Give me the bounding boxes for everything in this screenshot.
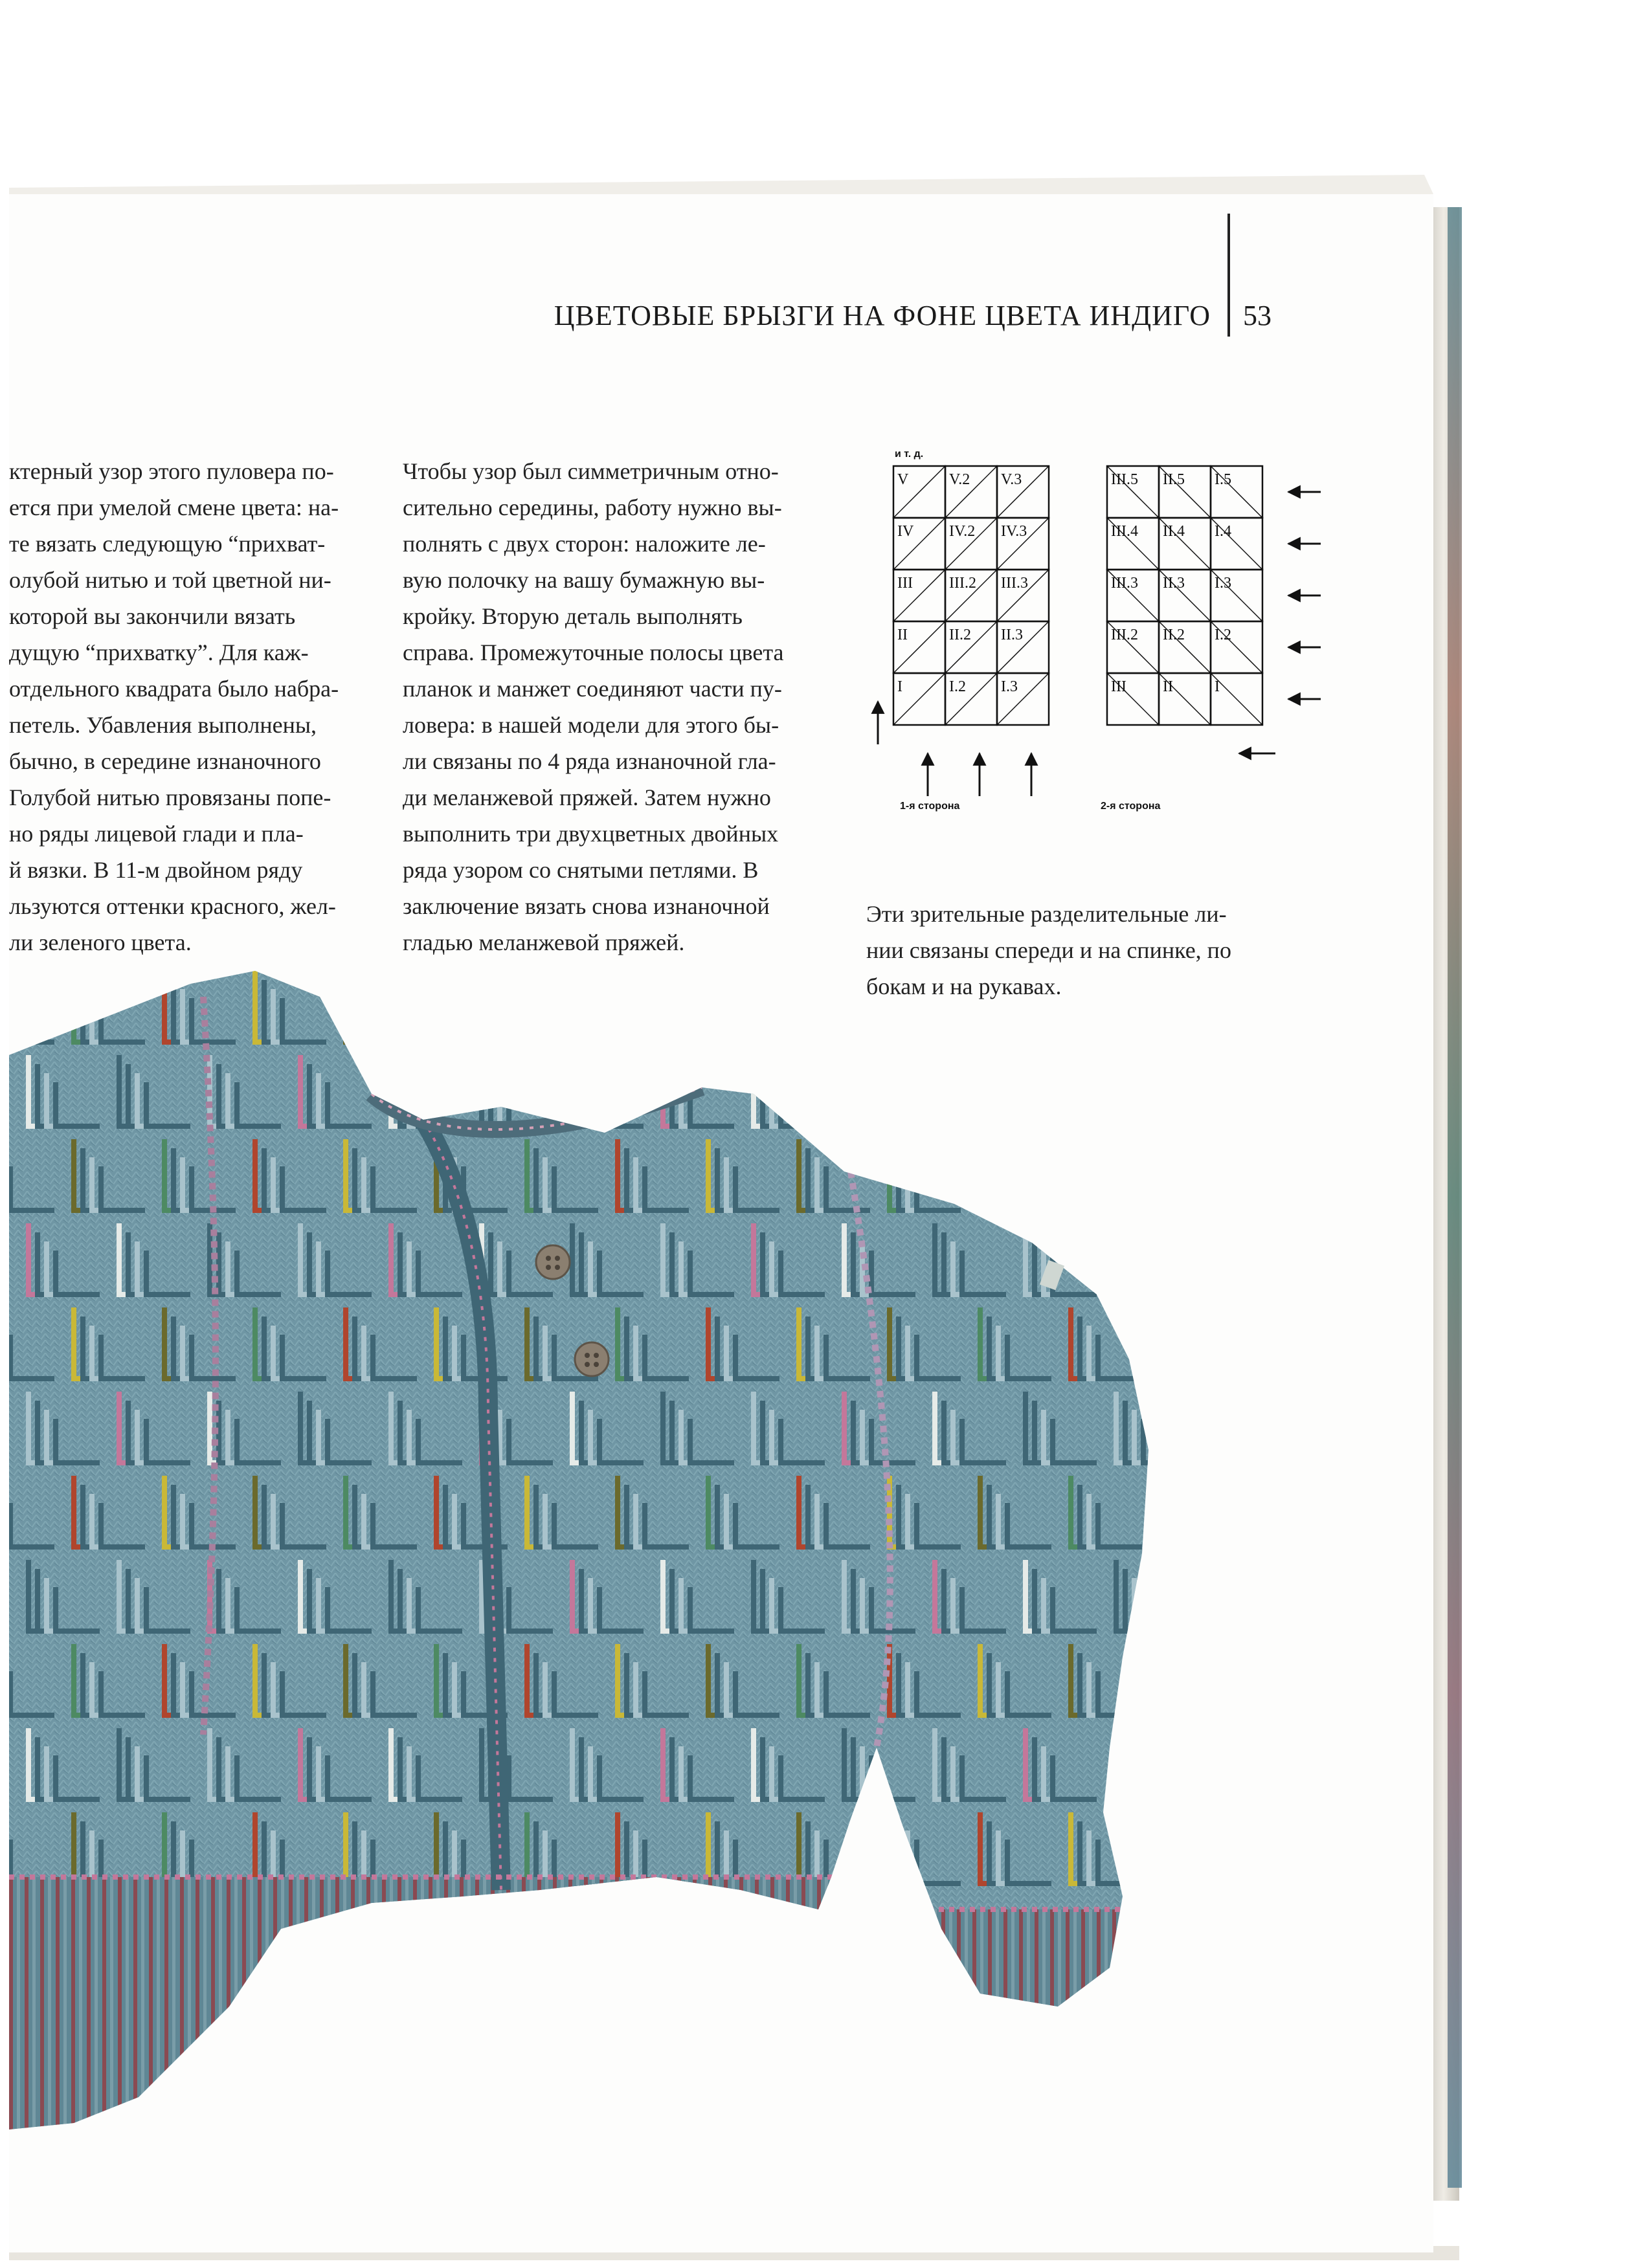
sweater-photo xyxy=(9,958,1278,2246)
knit-motif xyxy=(935,1055,1006,1126)
text-line: льзуются оттенки красного, жел- xyxy=(9,893,336,919)
knit-motif xyxy=(1116,1055,1187,1126)
schema-cell xyxy=(893,621,945,673)
schema-cell xyxy=(893,570,945,621)
knit-motif xyxy=(1207,1728,1278,1799)
schema-cell xyxy=(1107,621,1159,673)
schema-cell xyxy=(945,518,997,570)
schema-cell xyxy=(997,570,1049,621)
schema-cell xyxy=(1211,621,1262,673)
schema-cell xyxy=(1211,570,1262,621)
schema-cell-label: I.2 xyxy=(1215,627,1231,643)
button xyxy=(536,1245,570,1279)
knit-motif xyxy=(618,971,689,1042)
knit-motif xyxy=(1161,1307,1233,1379)
schema-cell xyxy=(1159,466,1211,518)
schema-cell-label: IV.3 xyxy=(1001,523,1027,540)
book-cover-edge xyxy=(1448,207,1462,2188)
schema-cell xyxy=(1159,570,1211,621)
button xyxy=(575,1342,609,1376)
schema-cell xyxy=(1107,518,1159,570)
text-line: вую полочку на вашу бумажную вы- xyxy=(403,567,765,593)
schema-cell xyxy=(1211,466,1262,518)
text-line: бычно, в середине изнаночного xyxy=(9,748,321,774)
text-line: ди меланжевой пряжей. Затем нужно xyxy=(403,784,771,810)
caption-line: нии связаны спереди и на спинке, по xyxy=(866,937,1231,963)
schema-cell xyxy=(1107,570,1159,621)
knit-motif xyxy=(890,971,961,1042)
text-line: ли связаны по 4 ряда изнаночной гла- xyxy=(403,748,776,774)
text-line: Чтобы узор был симметричным отно- xyxy=(403,458,779,484)
header-rule xyxy=(1227,214,1230,337)
text-column-middle xyxy=(403,453,817,961)
text-line: Голубой нитью провязаны попе- xyxy=(9,784,331,810)
schema-cell-label: III.3 xyxy=(1001,575,1028,592)
text-line: ктерный узор этого пуловера по- xyxy=(9,458,334,484)
knit-motif xyxy=(572,1055,644,1126)
knit-motif xyxy=(346,971,417,1042)
schema-cell xyxy=(1107,673,1159,725)
knit-motif xyxy=(1161,1812,1233,1884)
text-line: олубой нитью и той цветной ни- xyxy=(9,567,331,593)
text-line: планок и манжет соединяют части пу- xyxy=(403,676,782,702)
schema-cell xyxy=(1107,466,1159,518)
knit-motif xyxy=(436,971,508,1042)
text-line: ловера: в нашей модели для этого бы- xyxy=(403,712,779,738)
chapter-title: ЦВЕТОВЫЕ БРЫЗГИ НА ФОНЕ ЦВЕТА ИНДИГО xyxy=(554,300,1211,331)
knit-motif xyxy=(1161,1644,1233,1715)
knit-motif xyxy=(1025,1055,1097,1126)
schema-cell xyxy=(1159,518,1211,570)
schema-cell xyxy=(1211,518,1262,570)
knit-motif xyxy=(1161,1139,1233,1210)
schema-cell-label: I xyxy=(1215,678,1220,695)
schema-cell xyxy=(1159,621,1211,673)
schema-cell-label: I.5 xyxy=(1215,471,1231,488)
schema-cell xyxy=(997,466,1049,518)
schema-cell-label: II.2 xyxy=(1163,627,1185,643)
knit-motif xyxy=(799,971,870,1042)
knit-motif xyxy=(980,1139,1051,1210)
schema-cell xyxy=(893,673,945,725)
schema-cell xyxy=(893,466,945,518)
caption-line: бокам и на рукавах. xyxy=(866,973,1062,999)
knit-motif xyxy=(1207,1223,1278,1295)
schema-cell xyxy=(945,466,997,518)
schema-cell xyxy=(893,518,945,570)
text-line: выполнить три двухцветных двойных xyxy=(403,821,779,847)
schema-cell-label: I.4 xyxy=(1215,523,1231,540)
page-number: 53 xyxy=(1243,300,1272,331)
knit-motif xyxy=(527,971,598,1042)
schema-cell-label: V.2 xyxy=(949,471,970,488)
schema-cell-label: IV xyxy=(897,523,914,540)
knit-motif xyxy=(1071,971,1142,1042)
text-line: которой вы закончили вязать xyxy=(9,603,296,629)
knit-motif xyxy=(844,1055,915,1126)
schema-label-side-1: 1-я сторона xyxy=(900,801,960,812)
knit-motif xyxy=(1161,1476,1233,1547)
text-line: дущую “прихватку”. Для каж- xyxy=(9,639,309,665)
schema-cell-label: III.4 xyxy=(1111,523,1138,540)
text-line: заключение вязать снова изнаночной xyxy=(403,893,770,919)
schema-grid-side-1 xyxy=(893,466,1049,725)
knit-motif xyxy=(1161,971,1233,1042)
knit-motif xyxy=(754,1055,825,1126)
schema-cell-label: I.3 xyxy=(1001,678,1018,695)
schema-cell-label: III xyxy=(1111,678,1126,695)
schema-label-side-2: 2-я сторона xyxy=(1101,801,1161,812)
schema-grid-side-2 xyxy=(1107,466,1262,725)
knit-motif xyxy=(1071,1139,1142,1210)
schema-cell-label: II xyxy=(897,627,908,643)
text-line: отдельного квадрата было набра- xyxy=(9,676,339,702)
schema-cell xyxy=(945,673,997,725)
diagram-top-note: и т. д. xyxy=(895,449,924,460)
knit-motif xyxy=(1116,1560,1187,1631)
knitting-schema-diagram xyxy=(861,440,1327,828)
schema-cell-label: V xyxy=(897,471,909,488)
schema-cell xyxy=(997,673,1049,725)
schema-cell-label: II.3 xyxy=(1163,575,1185,592)
schema-cell-label: III.3 xyxy=(1111,575,1138,592)
schema-cell xyxy=(1211,673,1262,725)
text-line: гладью меланжевой пряжей. xyxy=(403,929,685,955)
knit-motif xyxy=(1116,1223,1187,1295)
knit-motif xyxy=(1207,1560,1278,1631)
schema-cell-label: V.3 xyxy=(1001,471,1022,488)
schema-cell-label: III xyxy=(897,575,913,592)
knit-motif xyxy=(1116,1728,1187,1799)
schema-cell-label: II.2 xyxy=(949,627,971,643)
schema-cell-label: II.5 xyxy=(1163,471,1185,488)
text-line: ется при умелой смене цвета: на- xyxy=(9,495,339,520)
schema-cell-label: I.2 xyxy=(949,678,966,695)
text-line: петель. Убавления выполнены, xyxy=(9,712,317,738)
schema-cell-label: II.3 xyxy=(1001,627,1023,643)
knit-motif xyxy=(1207,1055,1278,1126)
knit-motif xyxy=(708,971,779,1042)
schema-cell-label: II.4 xyxy=(1163,523,1185,540)
schema-cell xyxy=(1159,673,1211,725)
knit-motif xyxy=(9,971,54,1042)
knit-motif xyxy=(980,971,1051,1042)
schema-cell-label: II xyxy=(1163,678,1173,695)
schema-cell-label: III.2 xyxy=(949,575,976,592)
knit-motif xyxy=(1207,1392,1278,1463)
schema-cell xyxy=(945,621,997,673)
schema-cell-label: I xyxy=(897,678,902,695)
text-column-left xyxy=(9,453,372,961)
text-line: ряда узором со снятыми петлями. В xyxy=(403,857,759,883)
text-line: полнять с двух сторон: наложите ле- xyxy=(403,531,766,557)
text-line: кройку. Вторую деталь выполнять xyxy=(403,603,743,629)
text-line: те вязать следующую “прихват- xyxy=(9,531,326,557)
text-line: но ряды лицевой глади и пла- xyxy=(9,821,304,847)
text-line: сительно середины, работу нужно вы- xyxy=(403,495,782,520)
schema-cell-label: IV.2 xyxy=(949,523,976,540)
text-line: справа. Промежуточные полосы цвета xyxy=(403,639,784,665)
schema-cell xyxy=(997,518,1049,570)
caption-line: Эти зрительные разделительные ли- xyxy=(866,901,1227,927)
schema-cell-label: I.3 xyxy=(1215,575,1231,592)
schema-cell-label: III.5 xyxy=(1111,471,1138,488)
text-line: ли зеленого цвета. xyxy=(9,929,192,955)
schema-cell-label: III.2 xyxy=(1111,627,1138,643)
schema-cell xyxy=(997,621,1049,673)
text-line: й вязки. В 11-м двойном ряду xyxy=(9,857,303,883)
schema-cell xyxy=(945,570,997,621)
knit-motif xyxy=(1116,1392,1187,1463)
